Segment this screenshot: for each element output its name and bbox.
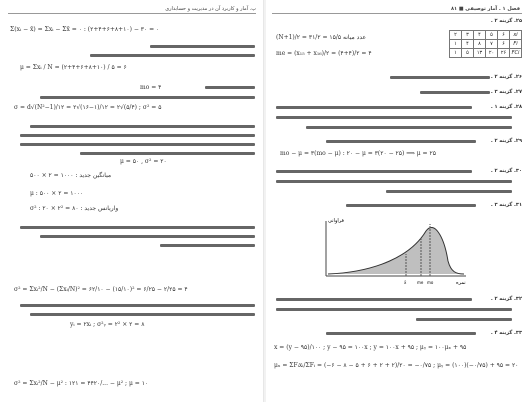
freq-row-label: xi (510, 31, 522, 40)
q25-label: ۲۵. گزینه ۲ . (490, 18, 522, 24)
formula-mean: μ = Σxᵢ / N = (۲+۴+۶+۸+۱۰) / ۵ = ۶ (20, 64, 127, 71)
text-line (20, 304, 255, 307)
curve-x-label: نمره (456, 280, 466, 286)
freq-cell: ۴ (462, 40, 474, 49)
q29-label: ۲۹. گزینه ۲ . (490, 138, 522, 144)
text-line (326, 332, 476, 335)
freq-cell: ۷ (486, 40, 498, 49)
text-line (40, 235, 255, 238)
text-line (306, 126, 512, 129)
formula-var: μ = ۵۰ , σ² = ۲۰ (120, 158, 167, 165)
freq-cell: ۱ (450, 49, 462, 58)
q33-label: ۳۳. گزینه ۴ . (490, 330, 522, 336)
formula-sigma2: σ² = Σxᵢ²/N − (Σxᵢ/N)² = ۶۲/۱۰ − (۱۵/۱۰)² = ۶/۲۵ − ۲/۲۵ = ۴ (14, 286, 188, 293)
text-line (276, 116, 512, 119)
q27-label: ۲۷. گزینه ۳ . (490, 89, 522, 95)
header-rule (272, 13, 522, 14)
curve-tick-mo: mo (427, 280, 434, 285)
freq-cell: ۳ (462, 31, 474, 40)
text-line (276, 298, 472, 301)
curve-y-label: فراوانی (328, 218, 344, 224)
freq-cell: ۲۶ (498, 49, 510, 58)
formula-mo: mo = ۴ (140, 84, 162, 91)
formula-mu-new: μ : ۵۰۰ × ۲ = ۱۰۰۰ (30, 190, 84, 197)
text-line (416, 318, 512, 321)
right-page-header: فصل ۱ . آمار توصیفی ■ ۸۱ (450, 6, 520, 12)
text-line (30, 125, 255, 128)
formula-cv: ۵۰۰ × ۲ = ۱۰۰۰ : میانگین جدید (30, 172, 112, 179)
text-line (160, 244, 255, 247)
freq-cell: ۲۰ (486, 49, 498, 58)
text-line (276, 180, 512, 183)
text-line (90, 54, 255, 57)
text-line (80, 152, 255, 155)
text-line (420, 91, 490, 94)
freq-cell: ۶ (498, 40, 510, 49)
right-page (266, 0, 530, 402)
freq-row-label: Fi (510, 40, 522, 49)
formula-y: x = (y − ۹۵)/۱۰۰ ; y − ۹۵ = ۱۰۰x ; y = ۱۰۰x + ۹۵ ; μᵧ = ۱۰۰μₓ + ۹۵ (274, 344, 467, 351)
text-line (276, 106, 472, 109)
formula-bottom: σ² = Σxᵢ²/N − μ² : ۱۲۱ = ۴۴۲۰/... − μ² ; μ = ۱۰ (14, 380, 149, 387)
header-rule (8, 13, 256, 14)
text-line (20, 134, 255, 137)
formula-me: me = (x₁₅ + x₁₆)/۲ = (۴+۴)/۲ = ۴ (276, 50, 372, 57)
formula-yi: yᵢ = ۲xᵢ ; σ²ᵧ = ۲² × ۲ = ۸ (70, 321, 145, 328)
text-line (20, 226, 255, 229)
q30-label: ۳۰. گزینه ۲ . (490, 168, 522, 174)
left-page-header: پ. آمار و کاربرد آن در مدیریت و حسابداری (165, 6, 256, 12)
freq-row (450, 31, 522, 40)
formula-var-new: σ² : ۲۰ × ۲² = ۸۰ : واریانس جدید (30, 205, 119, 212)
text-line (40, 96, 255, 99)
freq-cell: ۸ (474, 40, 486, 49)
text-line (20, 143, 255, 146)
frequency-table (449, 30, 522, 58)
freq-cell: ۴ (474, 31, 486, 40)
text-line (276, 308, 512, 311)
curve-tick-me: me (417, 280, 424, 285)
q32-label: ۳۲. گزینه ۲ . (490, 296, 522, 302)
skewed-curve (328, 227, 464, 274)
formula-mo-me: mo − μ = ۳(mo − μ) : ۲۰ − μ = ۳(۲۰ − ۲۵) ⟹ μ = ۲۵ (280, 150, 436, 157)
q31-label: ۳۱. گزینه ۳ . (490, 202, 522, 208)
q28-label: ۲۸. گزینه ۱ . (490, 104, 522, 110)
skewed-curve-figure (316, 216, 476, 286)
freq-row-label: FCi (510, 49, 522, 58)
formula-sigma: σ = d√(N²−1)/۱۲ = ۲√(۱۶−۱)/۱۲ = ۲√(۵/۴) ; σ² = ۵ (14, 104, 162, 111)
text-line (276, 170, 472, 173)
freq-cell: ۵ (462, 49, 474, 58)
freq-cell: ۲ (450, 31, 462, 40)
text-line (150, 45, 255, 48)
text-line (205, 86, 255, 89)
freq-row (450, 40, 522, 49)
freq-cell: ۱ (450, 40, 462, 49)
freq-cell: ۵ (486, 31, 498, 40)
freq-row (450, 49, 522, 58)
curve-tick-mean: x̄ (404, 280, 407, 285)
formula-sum-deviation: Σ(xᵢ − x̄) = Σxᵢ − Σx̄ = ۰ : (۲+۴+۶+۸+۱۰) − ۳۰ = ۰ (10, 26, 160, 33)
text-line (390, 76, 490, 79)
q26-label: ۲۶. گزینه ۲ . (490, 74, 522, 80)
formula-mux: μₓ = ΣFᵢxᵢ/ΣFᵢ = (−۶ − ۸ − ۵ + ۶ + ۲ + ۲)/۲۰ = −۰/۷۵ ; μᵧ = (۱۰۰)(−۰/۷۵) + ۹۵ = ۲۰ (274, 362, 519, 369)
text-line (386, 190, 512, 193)
freq-cell: ۱۳ (474, 49, 486, 58)
freq-cell: ۶ (498, 31, 510, 40)
text-line (326, 140, 476, 143)
text-line (30, 313, 255, 316)
formula-median-position: (N+1)/۲ = ۳۱/۲ = ۱۵/۵ عدد میانه (276, 34, 367, 41)
text-line (346, 204, 476, 207)
